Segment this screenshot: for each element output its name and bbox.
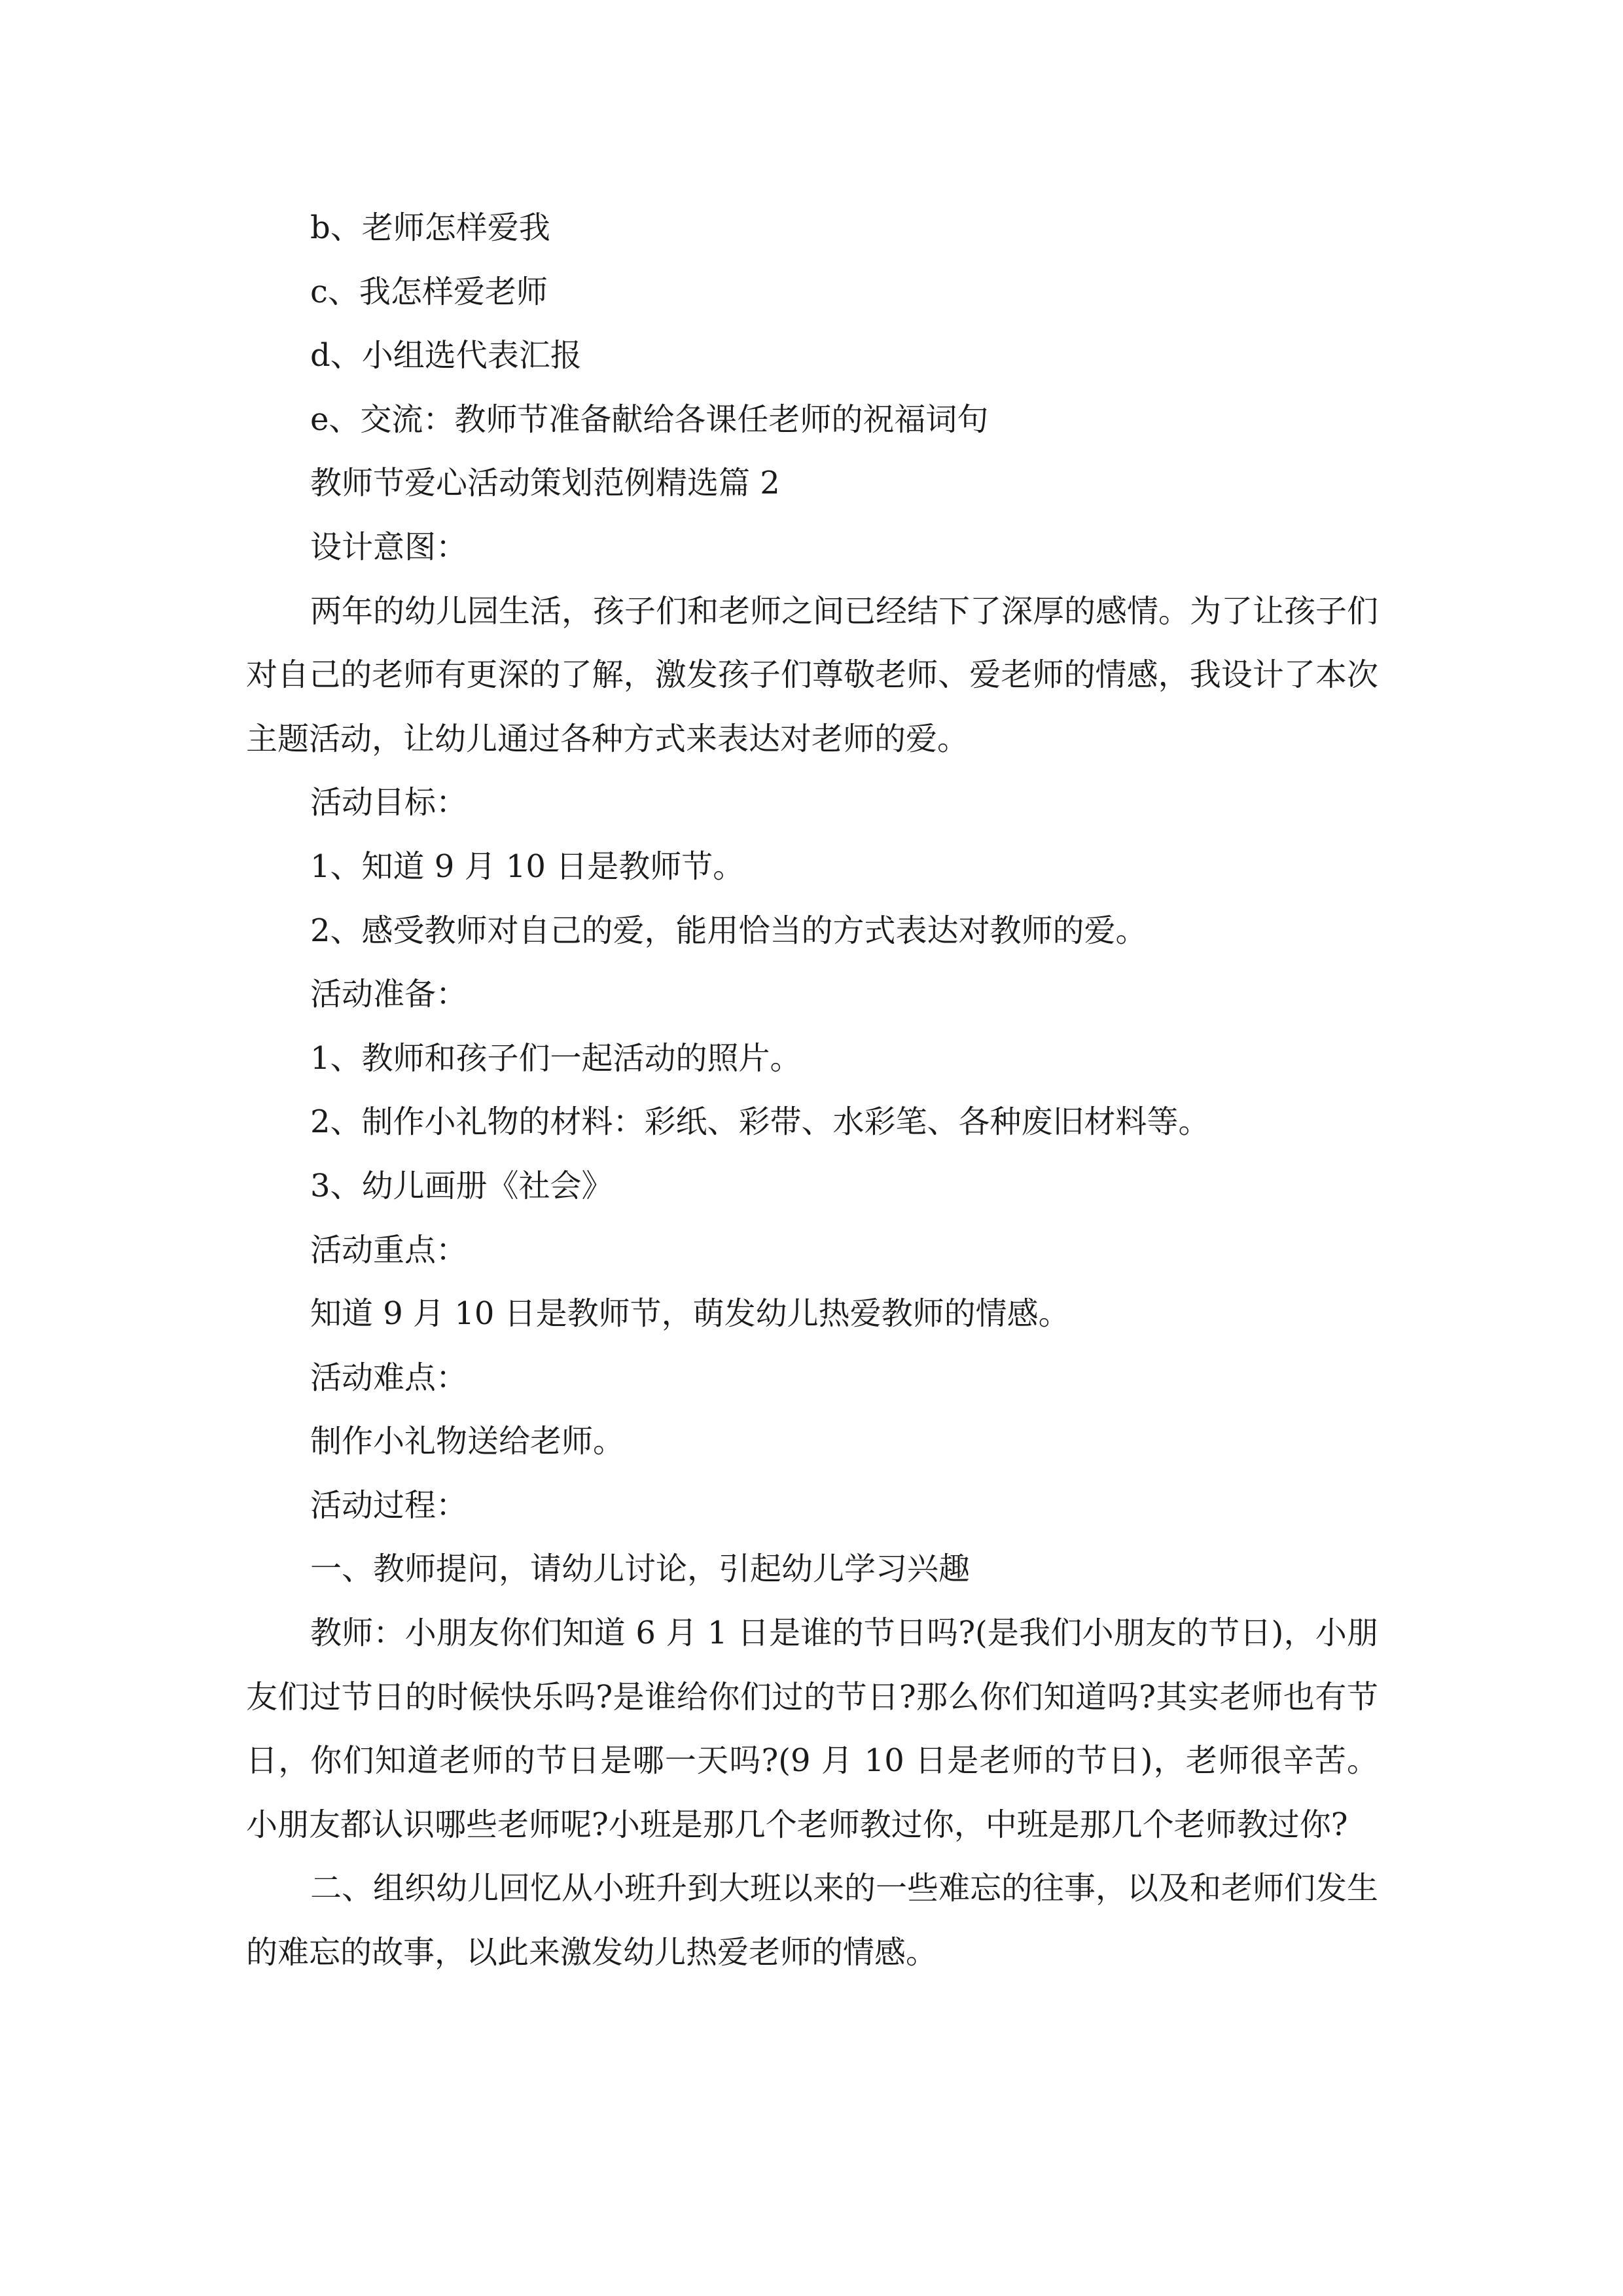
paragraph-design-intent: 两年的幼儿园生活，孩子们和老师之间已经结下了深厚的感情。为了让孩子们对自己的老师有更深的了解，激发孩子们尊敬老师、爱老师的情感，我设计了本次主题活动，让幼儿通过各种方式来表达对老师的爱。 [246,592,1379,757]
goal-item: 1、知道 9 月 10 日是教师节。 [310,848,745,885]
heading-activity-process: 活动过程： [310,1486,468,1524]
paragraph-activity-difficulty: 制作小礼物送给老师。 [310,1423,625,1460]
list-item-e: e、交流：教师节准备献给各课任老师的祝福词句 [310,401,989,438]
document-body [246,196,1378,1985]
paragraph-teacher-dialogue: 教师：小朋友你们知道 6 月 1 日是谁的节日吗?(是我们小朋友的节日)，小朋友们过节日的时候快乐吗?是谁给你们过的节日?那么你们知道吗?其实老师也有节日，你们知道老师的节日是哪一天吗?(9 月 10 日是老师的节日)，老师很辛苦。小朋友都认识哪些老师呢?小班是那几个老师教过你，中班是那几个老师教过你? [246,1615,1378,1843]
goal-item: 2、感受教师对自己的爱，能用恰当的方式表达对教师的爱。 [310,912,1147,949]
heading-activity-focus: 活动重点： [310,1231,468,1268]
heading-activity-goals: 活动目标： [310,784,468,821]
heading-activity-difficulty: 活动难点： [310,1359,468,1396]
heading-design-intent: 设计意图： [310,528,468,565]
list-item-b: b、老师怎样爱我 [310,209,550,246]
process-step-2: 二、组织幼儿回忆从小班升到大班以来的一些难忘的往事，以及和老师们发生的难忘的故事，以此来激发幼儿热爱老师的情感。 [246,1870,1379,1971]
section-title: 教师节爱心活动策划范例精选篇 2 [310,465,780,502]
process-step-1: 一、教师提问，请幼儿讨论，引起幼儿学习兴趣 [310,1551,971,1588]
list-item-d: d、小组选代表汇报 [310,337,582,374]
heading-activity-preparation: 活动准备： [310,976,468,1013]
preparation-item: 1、教师和孩子们一起活动的照片。 [310,1039,802,1077]
preparation-item: 3、幼儿画册《社会》 [310,1167,613,1204]
paragraph-activity-focus: 知道 9 月 10 日是教师节，萌发幼儿热爱教师的情感。 [310,1295,1070,1333]
preparation-item: 2、制作小礼物的材料：彩纸、彩带、水彩笔、各种废旧材料等。 [310,1103,1210,1141]
list-item-c: c、我怎样爱老师 [310,273,548,310]
